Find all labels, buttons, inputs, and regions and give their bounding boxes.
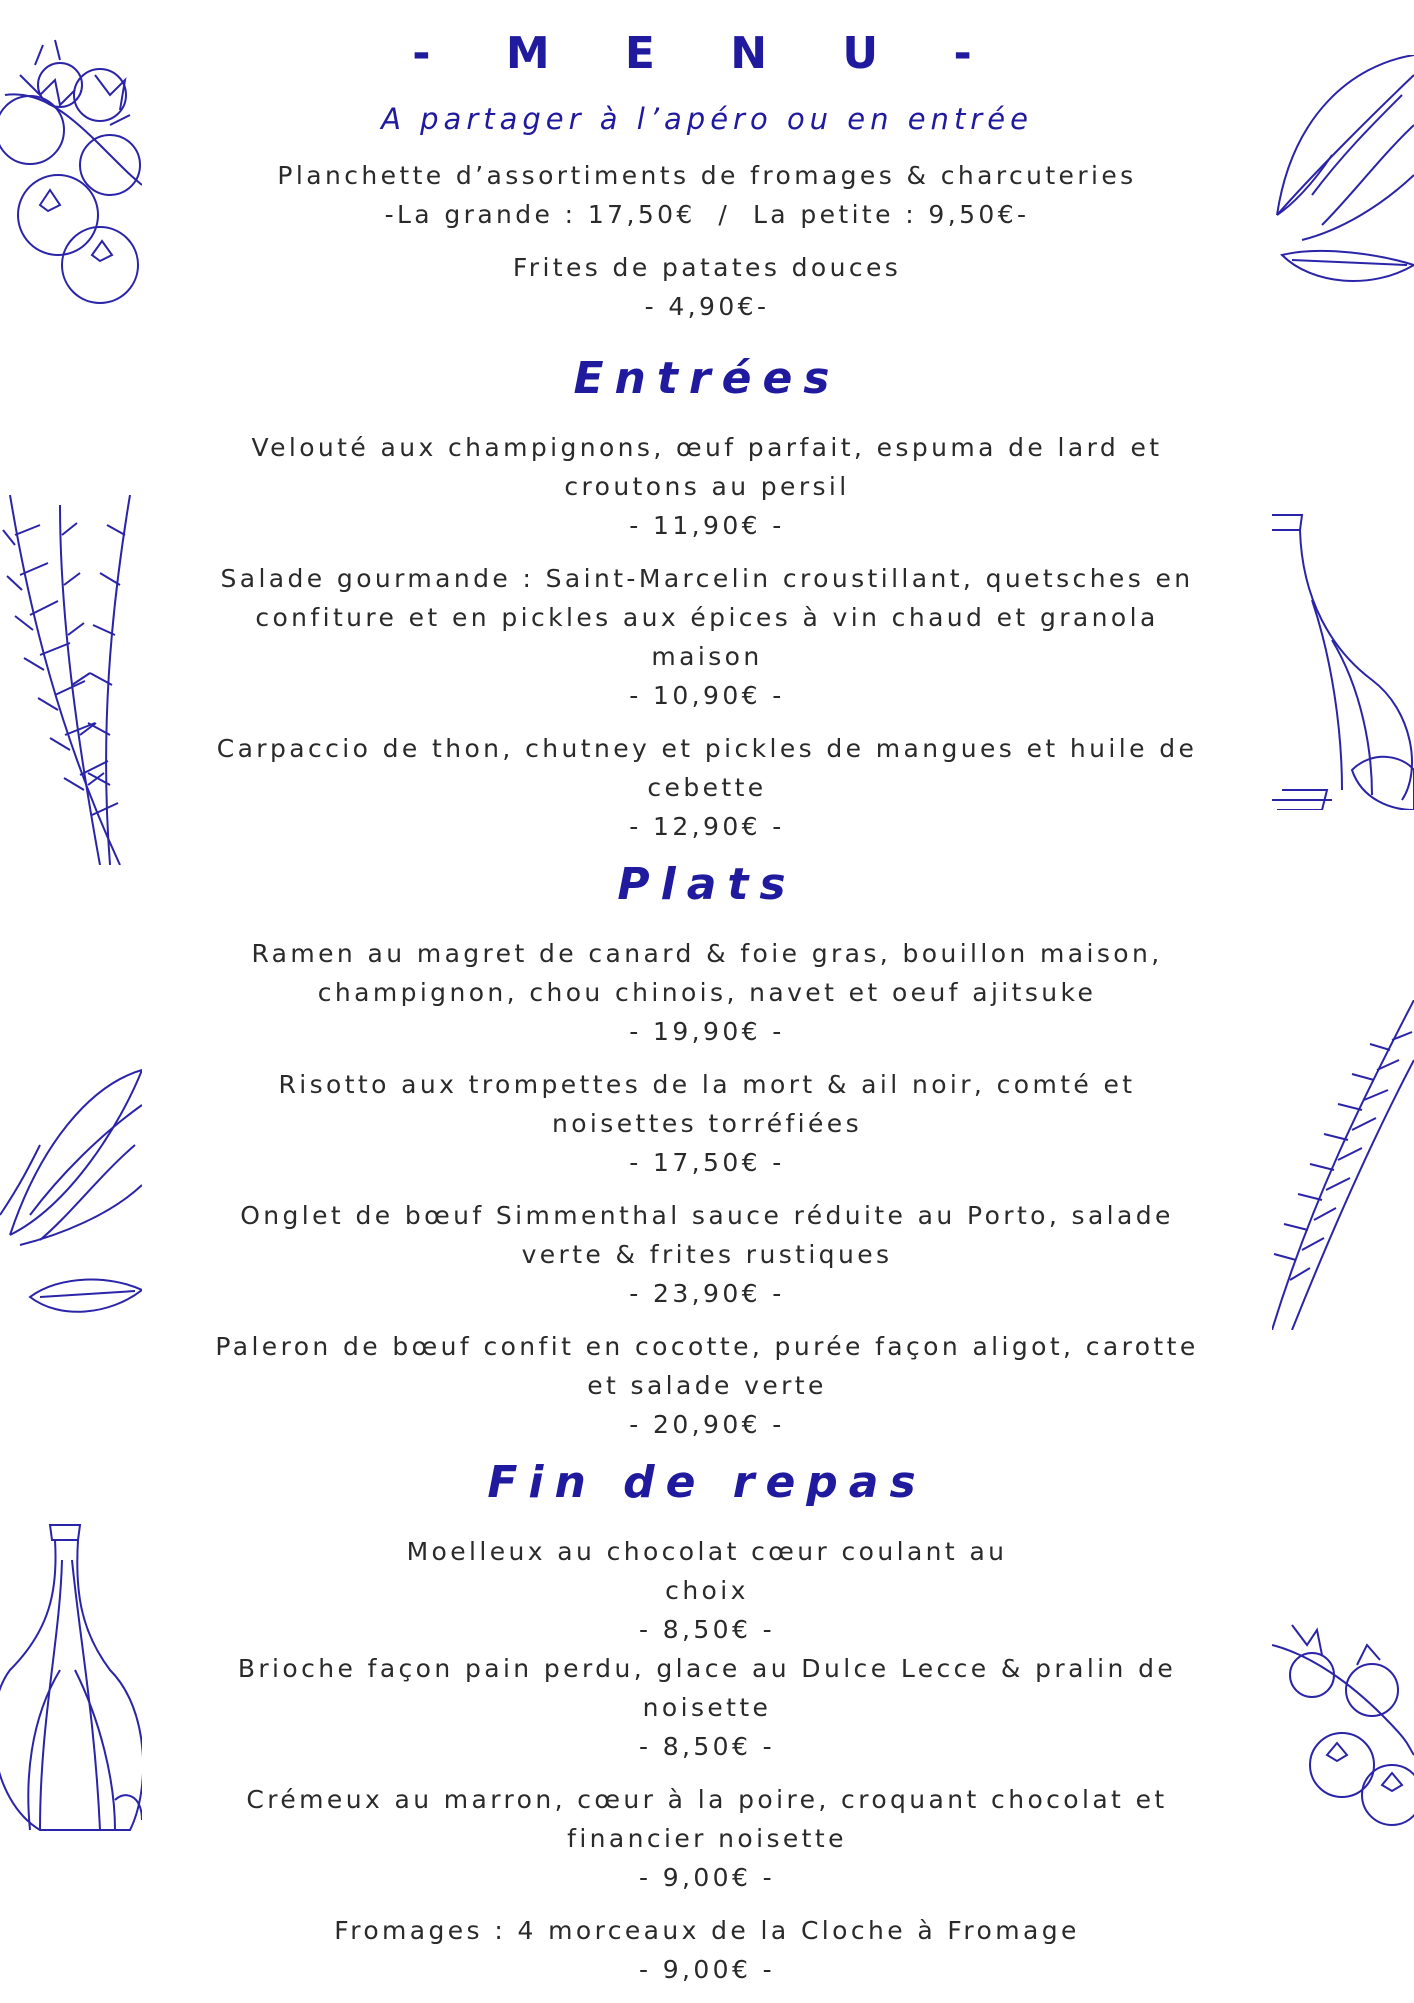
leaf-illustration-left [0, 1065, 142, 1325]
menu-item-price: - 10,90€ - [629, 681, 785, 710]
tomato-branch-illustration-left [0, 35, 142, 315]
menu-item-name: Risotto aux trompettes de la mort & ail noir, comté et noisettes torréfiées [278, 1070, 1136, 1138]
menu-item-price: - 11,90€ - [629, 511, 785, 540]
menu-content [180, 24, 1234, 2003]
menu-item-price: - 9,00€ - [638, 1955, 776, 1984]
menu-item [180, 156, 1234, 234]
menu-item [180, 1911, 1234, 1989]
menu-item-name: Carpaccio de thon, chutney et pickles de mangues et huile de cebette [216, 734, 1198, 802]
section-title-fin-de-repas: Fin de repas [487, 1457, 927, 1508]
menu-item-name: Ramen au magret de canard & foie gras, bouillon maison, champignon, chou chinois, navet et oeuf ajitsuke [251, 939, 1163, 1007]
menu-item-name: Salade gourmande : Saint-Marcelin croustillant, quetsches en confiture et en pickles aux épices à vin chaud et granola maison [220, 564, 1194, 671]
menu-item-price: - 4,90€- [644, 292, 770, 321]
fin-de-repas-section [180, 1458, 1234, 1989]
menu-item [180, 1327, 1234, 1444]
menu-item-price: - 8,50€ - [638, 1732, 776, 1761]
aperitif-subtitle: A partager à l’apéro ou en entrée [381, 102, 1033, 136]
menu-item-price: - 19,90€ - [629, 1017, 785, 1046]
menu-item-name: Crémeux au marron, cœur à la poire, croquant chocolat et financier noisette [246, 1785, 1168, 1853]
menu-item [180, 1065, 1234, 1182]
leaf-illustration-right [1272, 55, 1414, 290]
menu-item [180, 1780, 1234, 1897]
menu-item-name: Paleron de bœuf confit en cocotte, purée façon aligot, carotte et salade verte [215, 1332, 1199, 1400]
menu-item-price: - 23,90€ - [629, 1279, 785, 1308]
menu-item-name: Onglet de bœuf Simmenthal sauce réduite au Porto, salade verte & frites rustiques [240, 1201, 1174, 1269]
garlic-illustration-right [1272, 510, 1414, 810]
menu-item-name: Velouté aux champignons, œuf parfait, espuma de lard et croutons au persil [251, 433, 1163, 501]
section-title-entrees: Entrées [573, 353, 841, 404]
menu-item [180, 729, 1234, 846]
menu-item-price: -La grande : 17,50€ / La petite : 9,50€- [384, 200, 1030, 229]
menu-item-price: - 8,50€ - [638, 1615, 776, 1644]
aperitif-section [180, 156, 1234, 326]
tomato-branch-illustration-right [1272, 1615, 1414, 1840]
menu-item-price: - 20,90€ - [629, 1410, 785, 1439]
entrees-section [180, 354, 1234, 846]
menu-item-price: - 17,50€ - [629, 1148, 785, 1177]
menu-item-price: - 9,00€ - [638, 1863, 776, 1892]
menu-item-name: Fromages : 4 morceaux de la Cloche à Fromage [334, 1916, 1080, 1945]
menu-item [180, 1649, 1234, 1766]
menu-item-name: Moelleux au chocolat cœur coulant au choix [406, 1537, 1008, 1605]
rosemary-illustration-right [1272, 1000, 1414, 1330]
menu-item [180, 428, 1234, 545]
garlic-illustration-left [0, 1520, 142, 1840]
rosemary-illustration-left [0, 495, 142, 865]
menu-item [180, 559, 1234, 715]
menu-item-name: Frites de patates douces [512, 253, 902, 282]
menu-item [180, 1196, 1234, 1313]
menu-item [180, 1532, 1234, 1649]
plats-section [180, 860, 1234, 1444]
menu-item-name: Planchette d’assortiments de fromages & charcuteries [277, 161, 1137, 190]
menu-title: - M E N U - [412, 28, 1002, 79]
section-title-plats: Plats [617, 859, 797, 910]
menu-item-price: - 12,90€ - [629, 812, 785, 841]
menu-item [180, 934, 1234, 1051]
menu-item [180, 248, 1234, 326]
menu-item-name: Brioche façon pain perdu, glace au Dulce Lecce & pralin de noisette [237, 1654, 1177, 1722]
